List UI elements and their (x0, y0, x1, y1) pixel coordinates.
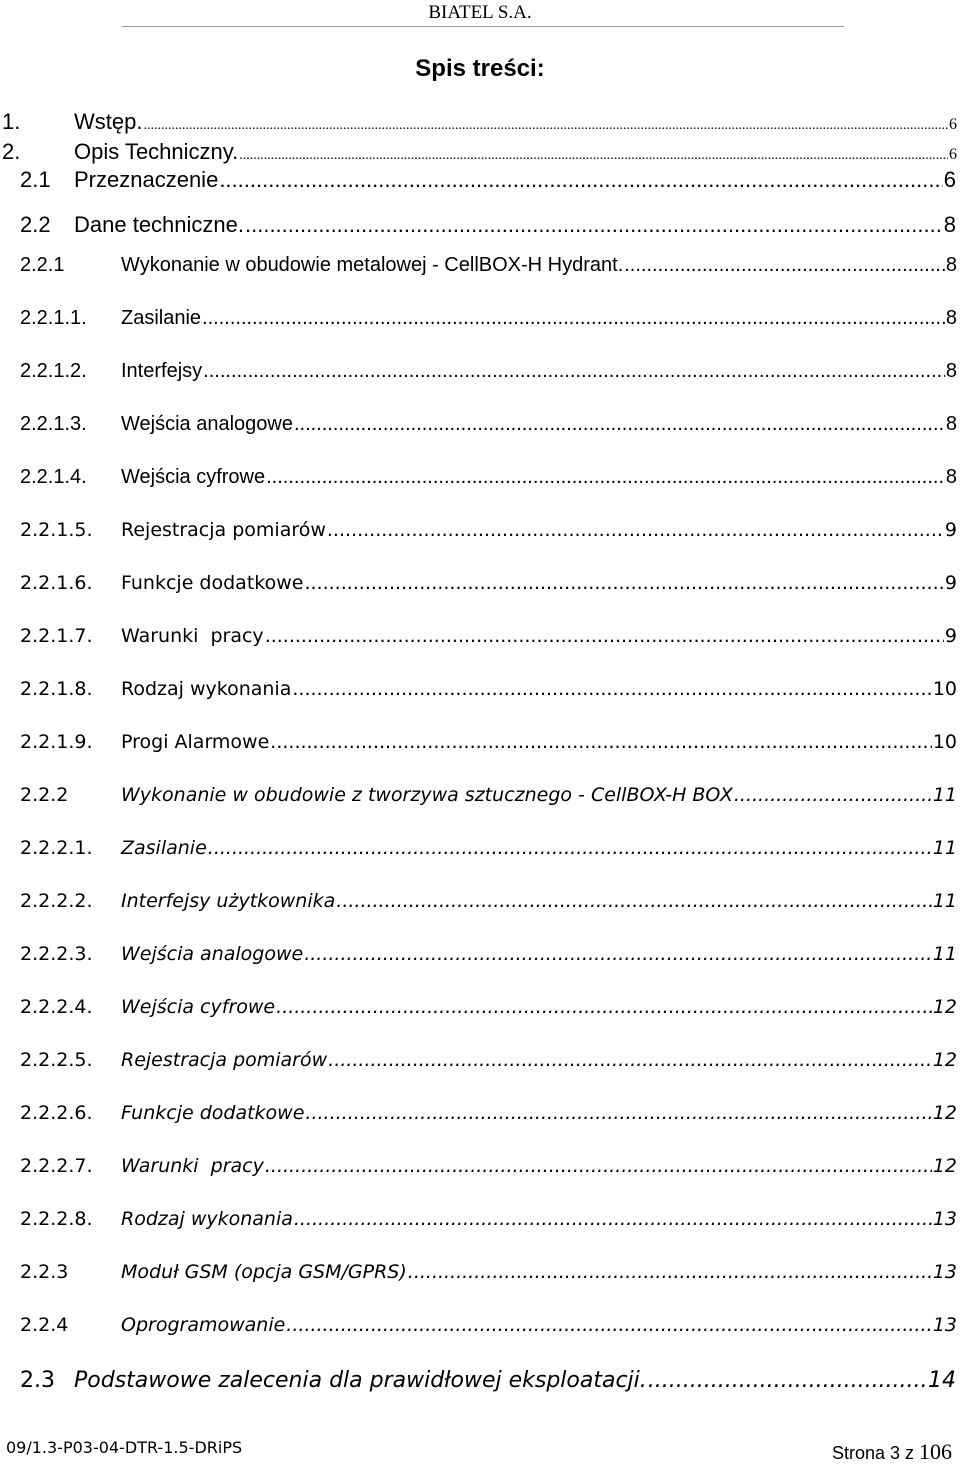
toc-entry-number: 2.2.2.3. (20, 943, 93, 965)
toc-entry-title: Wejścia analogowe (121, 943, 304, 965)
toc-entry-title: Wejścia analogowe (121, 413, 293, 435)
toc-entry-number: 2.2.2 (20, 784, 69, 806)
toc-entry[interactable] (0, 109, 960, 139)
toc-entry-number: 2.2.1.9. (20, 731, 93, 753)
toc-leader-dots (304, 943, 932, 965)
toc-entry-page: 11 (932, 943, 957, 965)
toc-entry-title: Wejścia cyfrowe (121, 466, 266, 488)
toc-entry-title: Zasilanie (121, 837, 207, 859)
toc-entry-number: 2.2.3 (20, 1261, 69, 1283)
toc-leader-dots (336, 890, 932, 912)
toc-entry-number: 2.1 (20, 167, 51, 192)
toc-entry-page: 12 (932, 1049, 957, 1071)
toc-entry-page: 8 (943, 212, 956, 237)
toc-entry[interactable] (0, 678, 960, 708)
toc-entry-number: 2.2.2.6. (20, 1102, 93, 1124)
toc-entry-number: 2.2.2.7. (20, 1155, 93, 1177)
toc-leader-dots (327, 519, 944, 541)
toc-leader-dots (294, 1208, 932, 1230)
toc-leader-dots (286, 1314, 932, 1336)
toc-entry-title: Rejestracja pomiarów (121, 1049, 328, 1071)
toc-title: Spis treści: (415, 55, 545, 82)
toc-entry-title: Opis Techniczny. (74, 139, 239, 164)
toc-entry-title: Podstawowe zalecenia dla prawidłowej eksploatacji. (74, 1368, 647, 1393)
page-total: 106 (919, 1439, 952, 1464)
toc-entry-title: Interfejsy użytkownika (121, 890, 336, 912)
toc-entry-number: 2.2 (20, 212, 51, 237)
toc-entry-page: 14 (928, 1368, 956, 1393)
toc-entry[interactable] (0, 890, 960, 920)
toc-leader-dots (266, 466, 945, 489)
toc-entry-page: 10 (932, 731, 957, 753)
page-label: Strona 3 z (831, 1443, 914, 1463)
toc-entry[interactable] (0, 466, 960, 496)
toc-entry-page: 11 (932, 784, 957, 806)
toc-entry-title: Warunki pracy (121, 1155, 264, 1177)
toc-entry-page: 12 (932, 1102, 957, 1124)
toc-entry-title: Wykonanie w obudowie z tworzywa sztucznego - CellBOX-H BOX (121, 784, 733, 806)
toc-entry[interactable] (0, 1314, 960, 1344)
toc-leader-dots (292, 678, 931, 700)
toc-entry-title: Interfejsy (121, 360, 203, 382)
toc-entry-title: Wykonanie w obudowie metalowej - CellBOX-H Hydrant. (121, 254, 624, 276)
toc-leader-dots (624, 254, 945, 277)
toc-leader-dots (648, 1368, 927, 1393)
toc-entry[interactable] (0, 996, 960, 1026)
toc-entry-number: 2. (2, 139, 21, 164)
toc-leader-dots (202, 307, 945, 330)
toc-entry[interactable] (0, 519, 960, 549)
toc-entry[interactable] (0, 943, 960, 973)
toc-entry-title: Dane techniczne. (74, 212, 244, 237)
toc-entry-number: 2.2.1.3. (20, 413, 87, 435)
toc-entry-title: Moduł GSM (opcja GSM/GPRS) (121, 1261, 407, 1283)
toc-entry-page: 12 (932, 1155, 957, 1177)
toc-entry-page: 10 (932, 678, 957, 700)
toc-entry[interactable] (0, 625, 960, 655)
toc-entry-number: 2.2.1.5. (20, 519, 93, 541)
toc-leader-dots (408, 1261, 932, 1283)
toc-entry[interactable] (0, 254, 960, 284)
toc-entry-page: 13 (932, 1261, 957, 1283)
toc-entry-title: Wstęp. (74, 109, 143, 134)
toc-entry[interactable] (0, 837, 960, 867)
toc-entry-number: 2.2.2.4. (20, 996, 93, 1018)
toc-leader-dots (239, 148, 948, 164)
toc-leader-dots (265, 1155, 932, 1177)
toc-entry[interactable] (0, 307, 960, 337)
toc-entry-page: 13 (932, 1208, 957, 1230)
toc-entry-number: 1. (2, 109, 21, 134)
toc-entry[interactable] (0, 1155, 960, 1185)
toc-leader-dots (219, 167, 942, 193)
toc-entry-page: 9 (944, 519, 957, 541)
toc-entry[interactable] (0, 1261, 960, 1291)
toc-entry-title: Progi Alarmowe (121, 731, 270, 753)
toc-leader-dots (245, 212, 943, 238)
toc-entry-number: 2.2.1 (20, 254, 65, 276)
toc-entry-number: 2.3 (20, 1368, 55, 1393)
toc-entry-page: 8 (945, 413, 957, 435)
toc-leader-dots (276, 996, 932, 1018)
toc-entry[interactable] (0, 1368, 960, 1398)
toc-entry-page: 8 (945, 254, 957, 276)
toc-entry-page: 8 (945, 360, 957, 382)
toc-entry[interactable] (0, 784, 960, 814)
toc-entry-number: 2.2.2.2. (20, 890, 93, 912)
toc-entry-number: 2.2.2.1. (20, 837, 93, 859)
toc-entry-number: 2.2.1.4. (20, 466, 87, 488)
toc-entry-number: 2.2.2.8. (20, 1208, 93, 1230)
toc-entry[interactable] (0, 139, 960, 169)
page-header: BIATEL S.A. (428, 2, 532, 23)
toc-entry-title: Rodzaj wykonania (121, 678, 292, 700)
toc-entry-page: 13 (932, 1314, 957, 1336)
toc-entry-page: 6 (949, 116, 957, 133)
toc-entry-title: Funkcje dodatkowe (121, 572, 304, 594)
toc-entry-page: 6 (949, 146, 957, 163)
document-code: 09/1.3-P03-04-DTR-1.5-DRiPS (6, 1438, 243, 1457)
toc-entry-number: 2.2.1.7. (20, 625, 93, 647)
toc-entry-title: Oprogramowanie (121, 1314, 286, 1336)
toc-entry-number: 2.2.2.5. (20, 1049, 93, 1071)
page-indicator (832, 1439, 952, 1465)
toc-entry-page: 11 (932, 837, 957, 859)
toc-entry-page: 9 (944, 572, 957, 594)
toc-entry-page: 6 (943, 167, 956, 192)
toc-entry-page: 9 (944, 625, 957, 647)
toc-entry-page: 12 (932, 996, 957, 1018)
toc-entry-title: Wejścia cyfrowe (121, 996, 276, 1018)
toc-entry[interactable] (0, 212, 960, 242)
toc-entry[interactable] (0, 360, 960, 390)
toc-entry[interactable] (0, 1049, 960, 1079)
toc-entry-number: 2.2.1.1. (20, 307, 87, 329)
toc-leader-dots (328, 1049, 932, 1071)
toc-entry-title: Warunki pracy (121, 625, 264, 647)
toc-entry-title: Zasilanie (121, 307, 202, 329)
toc-leader-dots (305, 1102, 931, 1124)
toc-entry-title: Rodzaj wykonania (121, 1208, 293, 1230)
toc-entry-title: Przeznaczenie (74, 167, 219, 192)
toc-leader-dots (734, 784, 932, 806)
toc-entry-number: 2.2.1.8. (20, 678, 93, 700)
toc-entry-title: Funkcje dodatkowe (121, 1102, 305, 1124)
toc-entry-number: 2.2.1.6. (20, 572, 93, 594)
toc-entry[interactable] (0, 1102, 960, 1132)
toc-entry-page: 8 (945, 307, 957, 329)
toc-entry[interactable] (0, 572, 960, 602)
toc-entry-number: 2.2.1.2. (20, 360, 87, 382)
header-divider (122, 26, 844, 27)
toc-entry-page: 11 (932, 890, 957, 912)
toc-leader-dots (294, 413, 945, 436)
toc-leader-dots (304, 572, 943, 594)
toc-leader-dots (265, 625, 944, 647)
toc-entry-page: 8 (945, 466, 957, 488)
toc-leader-dots (270, 731, 932, 753)
toc-entry-title: Rejestracja pomiarów (121, 519, 326, 541)
toc-entry[interactable] (0, 167, 960, 197)
toc-entry[interactable] (0, 731, 960, 761)
toc-leader-dots (203, 360, 945, 383)
toc-entry[interactable] (0, 1208, 960, 1238)
toc-leader-dots (208, 837, 932, 859)
toc-entry[interactable] (0, 413, 960, 443)
toc-leader-dots (143, 118, 948, 134)
toc-entry-number: 2.2.4 (20, 1314, 69, 1336)
